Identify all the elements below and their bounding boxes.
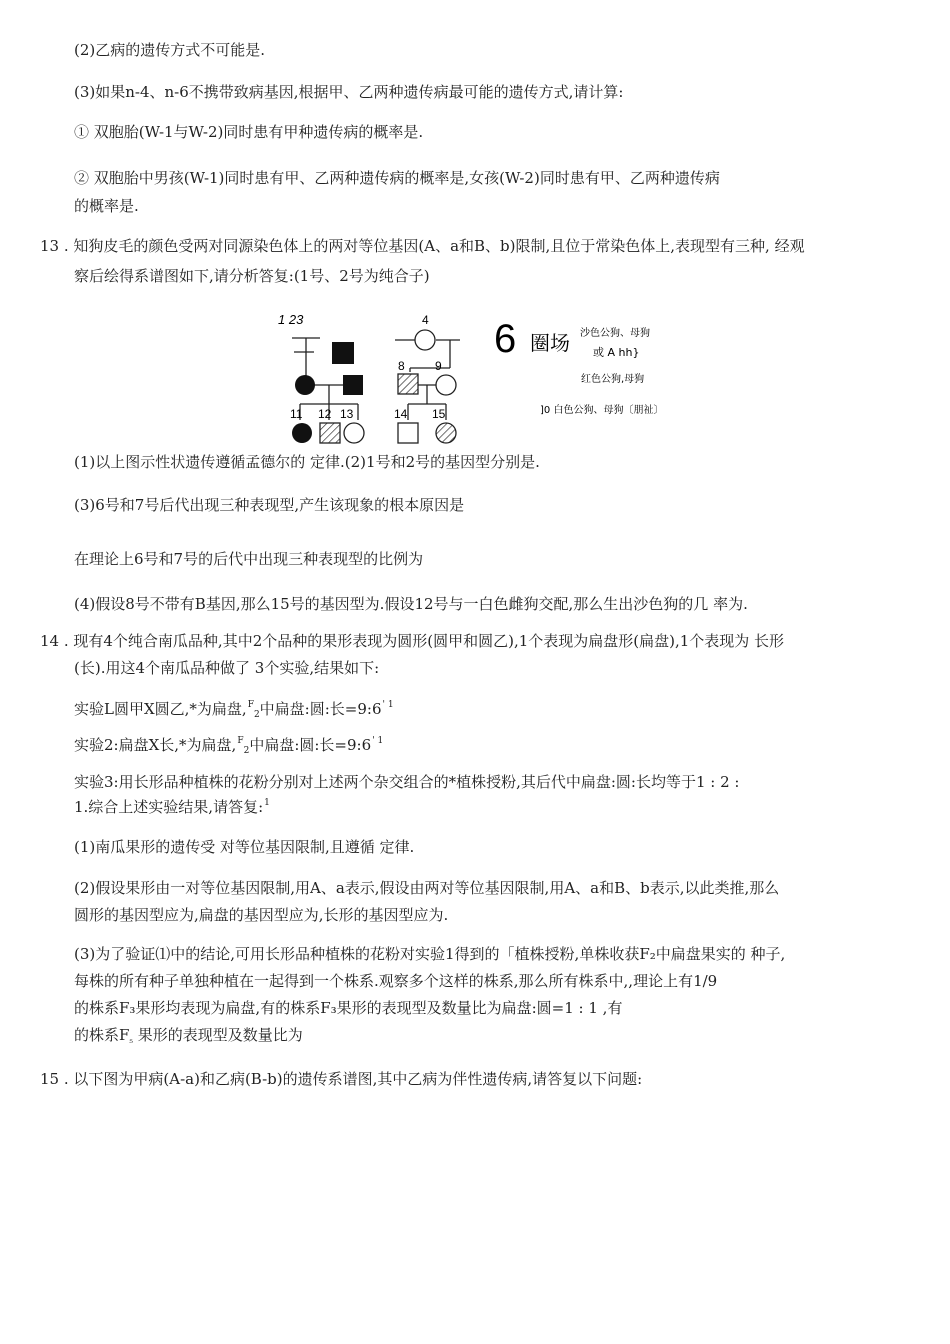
individual-9-circle [436,375,456,395]
individual-3-square [332,342,354,364]
individual-14-square [398,423,418,443]
label-11: 11 [290,407,303,421]
q12-part3-2b: 的概率是. [74,197,139,215]
q14-part3a: (3)为了验证⑴中的结论,可用长形品种植株的花粉对实验1得到的「植株授粉,单株收获F₂中扁盘果实的 种子, [74,945,786,963]
q14-3d-tail: 果形的表现型及数量比为 [133,1026,303,1044]
exp3b-sup: 1 [264,798,270,808]
legend-white: ]0 白色公狗、母狗〔朋祉〕 [540,405,664,416]
pedigree-chart [270,310,690,450]
individual-4-circle [415,330,435,350]
exp1-sup2: ' 1 [382,700,394,710]
q13-part3: (3)6号和7号后代出现三种表现型,产生该现象的根本原因是 [74,496,465,514]
q14-stem-a: 14 . 现有4个纯合南瓜品种,其中2个品种的果形表现为圆形(圆甲和圆乙),1个表现为扁盘形(扁盘),1个表现为 长形 [40,632,785,650]
legend-big-six: 6 [494,317,517,361]
individual-12-square [320,423,340,443]
q12-part3: (3)如果n-4、n-6不携带致病基因,根据甲、乙两种遗传病最可能的遗传方式,请计算: [74,83,624,101]
experiment-1 [74,699,394,722]
experiment-3: 实验3:用长形品种植株的花粉分别对上述两个杂交组合的*植株授粉,其后代中扁盘:圆:长均等于1 : 2 : [74,773,740,791]
individual-8-square [398,374,418,394]
q12-part3-1: ① 双胞胎(W-1与W-2)同时患有甲种遗传病的概率是. [74,123,424,141]
q13-stem-a: 13 . 知狗皮毛的颜色受两对同源染色体上的两对等位基因(A、a和B、b)限制,且位于常染色体上,表现型有三种, 经观 [40,237,805,255]
label-12: 12 [318,407,332,421]
legend-red: 红色公狗,母狗 [581,374,645,385]
q14-3d-text: 的株系F [74,1026,130,1044]
individual-11-circle [292,423,312,443]
exp2-text: 实验2:扁盘X长,*为扁盘, [74,736,237,754]
individual-15-circle [436,423,456,443]
q14-part2a: (2)假设果形由一对等位基因限制,用A、a表示,假设由两对等位基因限制,用A、a和B、b表示,以此类推,那么 [74,879,780,897]
legend-sand-b: 或 A hh} [593,346,640,359]
exp3b-text: 1.综合上述实验结果,请答复: [74,798,264,816]
legend-big-text: 圈场 [530,331,570,355]
q13-part1: (1)以上图示性状遗传遵循孟德尔的 定律.(2)1号和2号的基因型分别是. [74,453,540,471]
exp1-sup: F [247,700,254,710]
q14-part3d [74,1025,303,1048]
label-8: 8 [398,359,405,373]
exp1-text: 实验L圆甲X圆乙,*为扁盘, [74,700,247,718]
exp1-tail: 中扁盘:圆:长=9:6 [259,700,382,718]
q13-stem-b: 察后绘得系谱图如下,请分析答复:(1号、2号为纯合子) [74,267,430,285]
label-14: 14 [394,407,408,421]
individual-13-circle [344,423,364,443]
q14-part3b: 每株的所有种子单独种植在一起得到一个株系.观察多个这样的株系,那么所有株系中,,理论上有1/9 [74,972,718,990]
q14-stem-b: (长).用这4个南瓜品种做了 3个实验,结果如下: [74,659,380,677]
experiment-2 [74,735,383,758]
exp2-sub: 2 [243,746,250,756]
exp2-sup2: ' 1 [372,736,384,746]
q14-part2b: 圆形的基因型应为,扁盘的基因型应为,长形的基因型应为. [74,906,449,924]
exp1-sub: 2 [253,710,260,720]
q13-part3b: 在理论上6号和7号的后代中出现三种表现型的比例为 [74,550,424,568]
pedigree-figure [270,310,690,450]
q14-part1: (1)南瓜果形的遗传受 对等位基因限制,且遵循 定律. [74,838,415,856]
individual-6-circle [295,375,315,395]
gen1-label: 1 23 [278,312,304,327]
q15-stem: 15 . 以下图为甲病(A-a)和乙病(B-b)的遗传系谱图,其中乙病为伴性遗传病,请答复以下问题: [40,1070,643,1088]
q12-part2: (2)乙病的遗传方式不可能是. [74,41,266,59]
label-9: 9 [435,359,442,373]
legend-sand: 沙色公狗、母狗 [580,328,650,339]
q14-part3c: 的株系F₃果形均表现为扁盘,有的株系F₃果形的表现型及数量比为扁盘:圆=1 : 1 ,有 [74,999,623,1017]
exp2-sup: F [237,736,244,746]
q12-part3-2a: ② 双胞胎中男孩(W-1)同时患有甲、乙两种遗传病的概率是,女孩(W-2)同时患有甲、乙两种遗传病 [74,169,720,187]
label-15: 15 [432,407,446,421]
label-13: 13 [340,407,354,421]
experiment-3b [74,797,270,820]
q13-part4: (4)假设8号不带有B基因,那么15号的基因型为.假设12号与一白色雌狗交配,那么生出沙色狗的几 率为. [74,595,748,613]
exp2-tail: 中扁盘:圆:长=9:6 [249,736,372,754]
label-4: 4 [422,313,429,327]
individual-7-square [343,375,363,395]
q14-3d-sub: ₅ [129,1036,134,1046]
